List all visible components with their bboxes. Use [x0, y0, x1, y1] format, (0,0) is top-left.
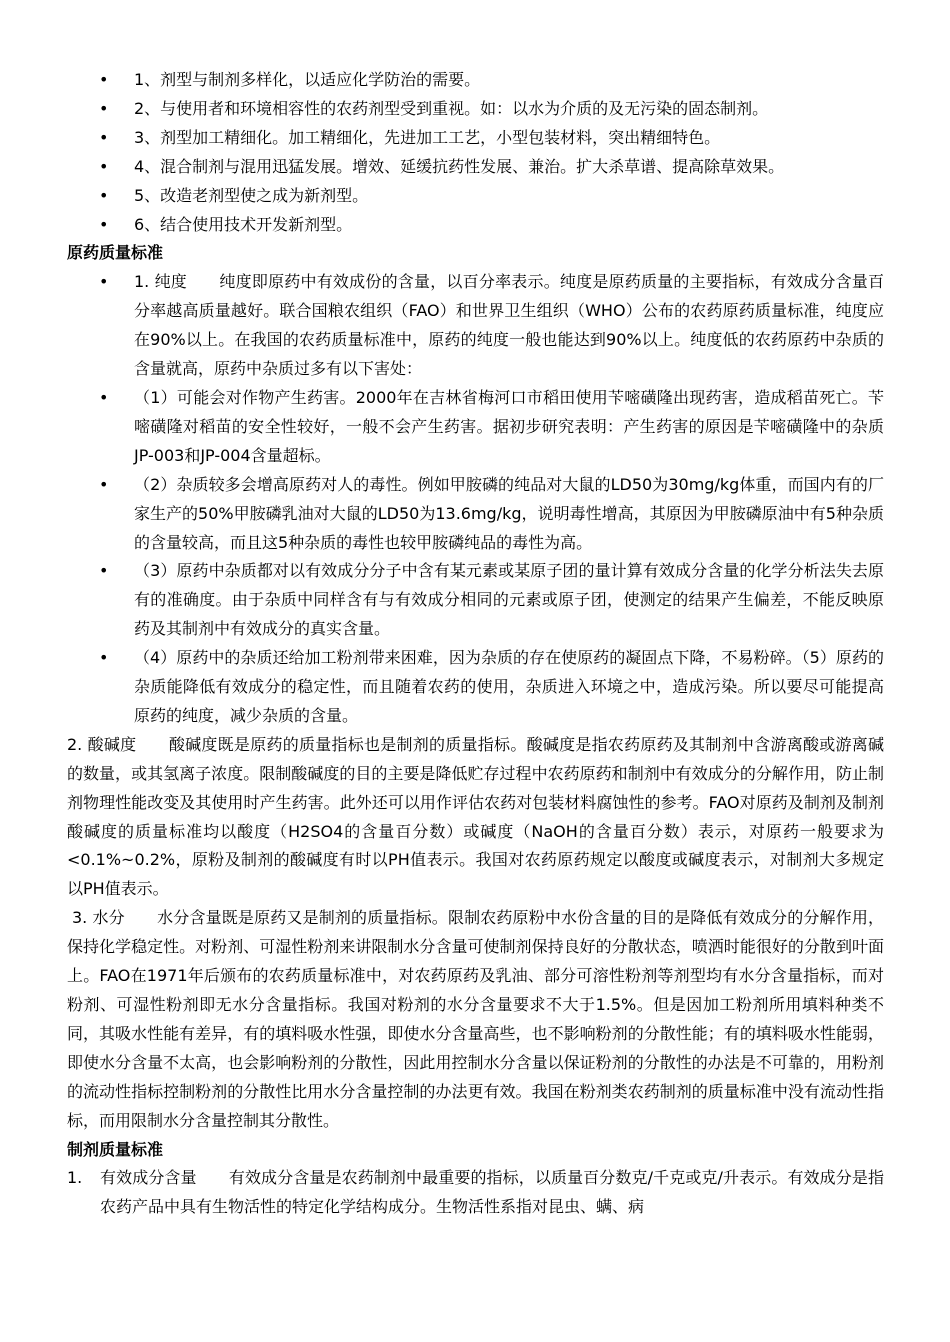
list-item-text: （4）原药中的杂质还给加工粉剂带来困难，因为杂质的存在使原药的凝固点下降，不易粉碎。（5）原药的杂质能降低有效成分的稳定性，而且随着农药的使用，杂质进入环境之中，造成污染。所以要尽可能提高原药的纯度，减少杂质的含量。 — [134, 648, 884, 725]
list-item — [99, 95, 884, 124]
list-item — [99, 644, 884, 731]
list-item — [99, 66, 884, 95]
list-item-text: 6、结合使用技术开发新剂型。 — [134, 214, 353, 234]
bullet-icon: • — [99, 98, 109, 118]
bullet-icon: • — [99, 185, 109, 205]
list-item — [99, 557, 884, 644]
bullet-icon: • — [99, 156, 109, 176]
moisture-paragraph: 3. 水分 水分含量既是原药又是制剂的质量指标。限制农药原粉中水份含量的目的是降低有效成分的分解作用，保持化学稳定性。对粉剂、可湿性粉剂来讲限制水分含量可使制剂保持良好的分散状态，喷洒时能很好的分散到叶面上。FAO在1971年后颁布的农药质量标准中，对农药原药及乳油、部分可溶性粉剂等剂型均有水分含量指标，而对粉剂、可湿性粉剂即无水分含量指标。我国对粉剂的水分含量要求不大于1.5%。但是因加工粉剂所用填料种类不同，其吸水性能有差异，有的填料吸水性强，即使水分含量高些，也不影响粉剂的分散性能；有的填料吸水性能弱，即使水分含量不太高，也会影响粉剂的分散性，因此用控制水分含量以保证粉剂的分散性的办法是不可靠的，用粉剂的流动性指标控制粉剂的分散性比用水分含量控制的办法更有效。我国在粉剂类农药制剂的质量标准中没有流动性指标，而用限制水分含量控制其分散性。 — [67, 908, 884, 1130]
list-item-text: 1. 纯度 纯度即原药中有效成份的含量，以百分率表示。纯度是原药质量的主要指标，有效成分含量百分率越高质量越好。联合国粮农组织（FAO）和世界卫生组织（WHO）公布的农药原药质量标准，纯度应在90%以上。在我国的农药质量标准中，原药的纯度一般也能达到90%以上。纯度低的农药原药中杂质的含量就高，原药中杂质过多有以下害处： — [134, 272, 884, 379]
bullet-icon: • — [99, 387, 109, 407]
list-item-text: 3、剂型加工精细化。加工精细化，先进加工工艺，小型包装材料，突出精细特色。 — [134, 127, 721, 147]
list-number: 1. — [67, 1168, 83, 1188]
formulation-standard-list — [67, 1164, 884, 1222]
bullet-icon: • — [99, 561, 109, 581]
list-item-text: 4、混合制剂与混用迅猛发展。增效、延缓抗药性发展、兼治。扩大杀草谱、提高除草效果。 — [134, 156, 785, 176]
list-item — [99, 471, 884, 558]
acidity-paragraph: 2. 酸碱度 酸碱度既是原药的质量指标也是制剂的质量指标。酸碱度是指农药原药及其制剂中含游离酸或游离碱的数量，或其氢离子浓度。限制酸碱度的目的主要是降低贮存过程中农药原药和制剂中有效成分的分解作用，防止制剂物理性能改变及其使用时产生药害。此外还可以用作评估农药对包装材料腐蚀性的参考。FAO对原药及制剂及制剂酸碱度的质量标准均以酸度（H2SO4的含量百分数）或碱度（NaOH的含量百分数）表示，对原药一般要求为<0.1%~0.2%，原粉及制剂的酸碱度有时以PH值表示。我国对农药原药规定以酸度或碱度表示，对制剂大多规定以PH值表示。 — [67, 734, 884, 899]
list-item — [99, 153, 884, 182]
list-item-text: 有效成分含量 有效成分含量是农药制剂中最重要的指标，以质量百分数克/千克或克/升表示。有效成分是指农药产品中具有生物活性的特定化学结构成分。生物活性系指对昆虫、螨、病 — [100, 1168, 884, 1217]
dev-trend-list — [67, 66, 884, 239]
section-heading-formulation: 制剂质量标准 — [67, 1139, 164, 1159]
list-item — [99, 268, 884, 384]
bullet-icon: • — [99, 648, 109, 668]
section-heading-technical: 原药质量标准 — [67, 243, 164, 263]
bullet-icon: • — [99, 127, 109, 147]
list-item — [99, 384, 884, 471]
bullet-icon: • — [99, 214, 109, 234]
list-item — [67, 1164, 884, 1222]
list-item-text: 5、改造老剂型使之成为新剂型。 — [134, 185, 369, 205]
list-item-text: （2）杂质较多会增高原药对人的毒性。例如甲胺磷的纯品对大鼠的LD50为30mg/kg体重，而国内有的厂家生产的50%甲胺磷乳油对大鼠的LD50为13.6mg/kg，说明毒性增高，其原因为甲胺磷原油中有5种杂质的含量较高，而且这5种杂质的毒性也较甲胺磷纯品的毒性为高。 — [134, 474, 884, 552]
list-item-text: （1）可能会对作物产生药害。2000年在吉林省梅河口市稻田使用苄嘧磺隆出现药害，造成稻苗死亡。苄嘧磺隆对稻苗的安全性较好，一般不会产生药害。据初步研究表明：产生药害的原因是苄嘧磺隆中的杂质JP-003和JP-004含量超标。 — [134, 387, 884, 465]
list-item-text: （3）原药中杂质都对以有效成分分子中含有某元素或某原子团的量计算有效成分含量的化学分析法失去原有的准确度。由于杂质中同样含有与有效成分相同的元素或原子团，使测定的结果产生偏差，不能反映原药及其制剂中有效成分的真实含量。 — [134, 561, 884, 639]
bullet-icon: • — [99, 272, 109, 292]
list-item — [99, 211, 884, 240]
bullet-icon: • — [99, 474, 109, 494]
list-item — [99, 182, 884, 211]
list-item — [99, 124, 884, 153]
list-item-text: 2、与使用者和环境相容性的农药剂型受到重视。如：以水为介质的及无污染的固态制剂。 — [134, 98, 769, 118]
technical-standard-list — [67, 268, 884, 731]
bullet-icon: • — [99, 70, 109, 89]
list-item-text: 1、剂型与制剂多样化，以适应化学防治的需要。 — [134, 70, 481, 89]
